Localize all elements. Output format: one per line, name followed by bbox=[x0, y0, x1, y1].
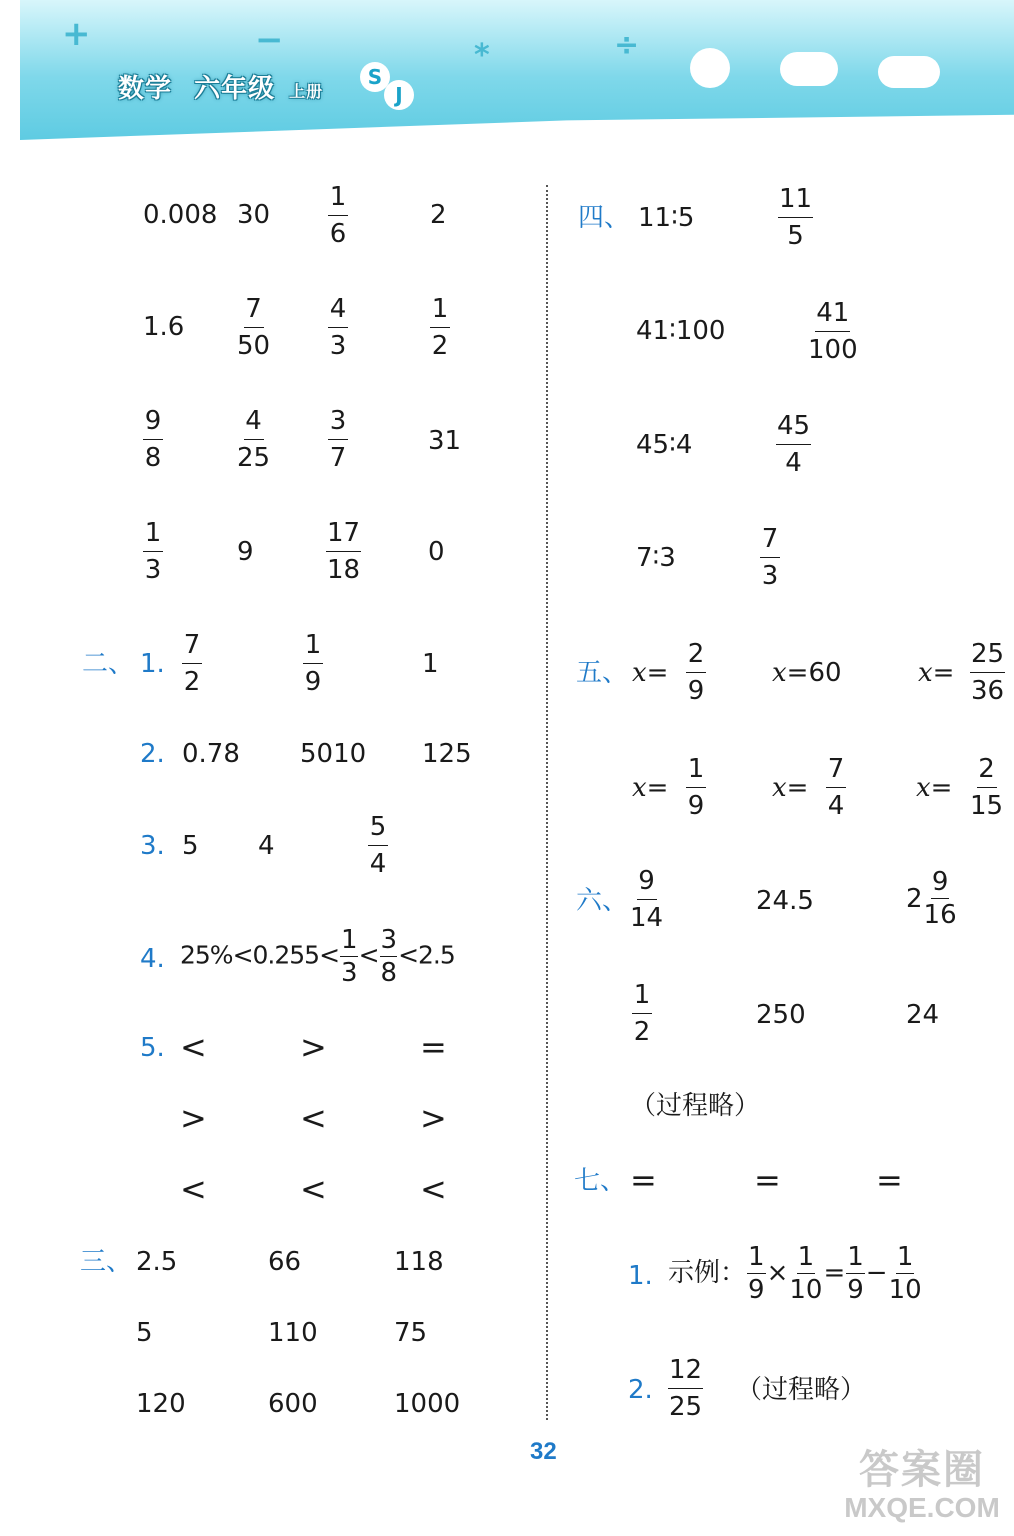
answer-text: 2.5 bbox=[136, 1247, 178, 1277]
section-label: 六、 bbox=[576, 886, 629, 916]
answer-fraction: $\frac{2}{15}$ bbox=[970, 754, 1004, 821]
answer-text: 2 bbox=[430, 200, 447, 230]
ratio-text: 41∶100 bbox=[636, 316, 726, 346]
answer-text: 5010 bbox=[300, 739, 367, 769]
answer-fraction: $\frac{4}{3}$ bbox=[329, 294, 347, 361]
answer-fraction: $\frac{45}{4}$ bbox=[777, 411, 811, 478]
answer-fraction: $\frac{17}{18}$ bbox=[327, 518, 361, 585]
book-title bbox=[118, 68, 323, 105]
answer-fraction: $\frac{25}{36}$ bbox=[971, 639, 1005, 706]
ratio-text: 45∶4 bbox=[636, 430, 693, 460]
comparison-symbol: = bbox=[420, 1028, 447, 1066]
question-number: 3. bbox=[140, 831, 165, 861]
section-label: 五、 bbox=[576, 658, 629, 688]
comparison-symbol: > bbox=[300, 1028, 327, 1066]
answer-text: 24.5 bbox=[756, 886, 814, 916]
answer-fraction: $\frac{12}{25}$ bbox=[669, 1355, 703, 1422]
answer-fraction: $\frac{1}{2}$ bbox=[633, 980, 651, 1047]
note-text: （过程略） bbox=[736, 1375, 867, 1405]
comparison-symbol: = bbox=[630, 1161, 657, 1199]
comparison-symbol: < bbox=[180, 1170, 207, 1208]
logo-s: S bbox=[360, 62, 390, 92]
comparison-symbol: > bbox=[420, 1099, 447, 1137]
answer-text: 600 bbox=[268, 1389, 318, 1419]
comparison-symbol: < bbox=[180, 1028, 207, 1066]
question-number: 1. bbox=[628, 1261, 653, 1291]
answer-fraction: $\frac{7}{3}$ bbox=[761, 524, 779, 591]
equation: x= bbox=[772, 773, 809, 803]
section-label: 四、 bbox=[578, 203, 631, 233]
answer-text: 110 bbox=[268, 1318, 318, 1348]
logo-j: J bbox=[384, 80, 414, 110]
answer-fraction: $\frac{7}{50}$ bbox=[237, 294, 271, 361]
answer-text: 0.008 bbox=[143, 200, 218, 230]
answer-text: 120 bbox=[136, 1389, 186, 1419]
ratio-text: 11∶5 bbox=[638, 203, 695, 233]
section-label: 七、 bbox=[574, 1166, 627, 1196]
ratio-text: 7∶3 bbox=[636, 543, 676, 573]
watermark: 答案圈 MXQE.COM bbox=[844, 1448, 1000, 1523]
answer-fraction: $\frac{1}{3}$ bbox=[144, 518, 162, 585]
section-label: 二、 bbox=[82, 649, 135, 679]
answer-text: 24 bbox=[906, 1000, 940, 1030]
answer-text: 66 bbox=[268, 1247, 302, 1277]
equation: x= bbox=[632, 773, 669, 803]
equation: x= bbox=[918, 658, 955, 688]
note-text: （过程略） bbox=[630, 1091, 761, 1121]
answer-fraction: $\frac{1}{9}$ bbox=[304, 630, 322, 697]
answer-fraction: $\frac{7}{4}$ bbox=[827, 754, 845, 821]
comparison-symbol: > bbox=[180, 1099, 207, 1137]
example-equation: 示例： $\frac{1}{9}$ × $\frac{1}{10}$ = $\frac{1}{9}$ − $\frac{1}{10}$ bbox=[668, 1242, 922, 1305]
answer-text: 5 bbox=[136, 1318, 153, 1348]
answer-text: 1 bbox=[422, 649, 439, 679]
answer-text: 0.78 bbox=[182, 739, 240, 769]
page-number: 32 bbox=[530, 1438, 557, 1465]
answer-fraction: $\frac{7}{2}$ bbox=[183, 630, 201, 697]
equation: x= bbox=[632, 658, 669, 688]
cloud-icon bbox=[780, 52, 838, 86]
plus-decoration-icon: + bbox=[62, 14, 91, 54]
answer-fraction: $\frac{1}{9}$ bbox=[687, 754, 705, 821]
question-number: 2. bbox=[628, 1375, 653, 1405]
answer-fraction: $\frac{41}{100}$ bbox=[808, 298, 858, 365]
volume-label: 上册 bbox=[289, 82, 324, 101]
answer-fraction: $\frac{3}{7}$ bbox=[329, 406, 347, 473]
question-number: 5. bbox=[140, 1033, 165, 1063]
answer-text: 1.6 bbox=[143, 312, 185, 342]
question-number: 2. bbox=[140, 739, 165, 769]
comparison-symbol: < bbox=[420, 1170, 447, 1208]
cloud-icon bbox=[690, 48, 730, 88]
answer-fraction: $\frac{9}{8}$ bbox=[144, 406, 162, 473]
comparison-symbol: < bbox=[300, 1099, 327, 1137]
equation: x=60 bbox=[772, 658, 842, 688]
answer-text: 30 bbox=[237, 200, 271, 230]
subject-label: 数学 bbox=[118, 74, 173, 104]
comparison-symbol: < bbox=[300, 1170, 327, 1208]
question-number: 4. bbox=[140, 944, 165, 974]
answer-fraction: $\frac{1}{2}$ bbox=[431, 294, 449, 361]
answer-text: 31 bbox=[428, 426, 462, 456]
section-label: 三、 bbox=[80, 1247, 133, 1277]
answer-text: 75 bbox=[394, 1318, 428, 1348]
grade-label: 六年级 bbox=[194, 74, 276, 104]
cloud-icon bbox=[878, 56, 940, 88]
answer-text: 250 bbox=[756, 1000, 806, 1030]
equation: x= bbox=[916, 773, 953, 803]
answer-text: 125 bbox=[422, 739, 472, 769]
multiply-decoration-icon: * bbox=[474, 38, 490, 73]
minus-decoration-icon: − bbox=[255, 20, 284, 60]
mixed-number: 2 $\frac{9}{16}$ bbox=[906, 867, 957, 930]
answer-fraction: $\frac{4}{25}$ bbox=[237, 406, 271, 473]
answer-text: 0 bbox=[428, 537, 445, 567]
answer-text: 4 bbox=[258, 831, 275, 861]
column-divider bbox=[546, 185, 548, 1420]
divide-decoration-icon: ÷ bbox=[614, 28, 640, 63]
comparison-symbol: = bbox=[754, 1161, 781, 1199]
answer-fraction: $\frac{9}{14}$ bbox=[630, 866, 664, 933]
answer-fraction: $\frac{5}{4}$ bbox=[369, 812, 387, 879]
answer-text: 9 bbox=[237, 537, 254, 567]
question-number: 1. bbox=[140, 649, 165, 679]
answer-fraction: $\frac{2}{9}$ bbox=[687, 639, 705, 706]
answer-text: 1000 bbox=[394, 1389, 461, 1419]
answer-fraction: $\frac{1}{6}$ bbox=[329, 182, 347, 249]
comparison-symbol: = bbox=[876, 1161, 903, 1199]
answer-text: 5 bbox=[182, 831, 199, 861]
inequality-chain: 25%<0.255< $\frac{1}{3}$ < $\frac{3}{8}$ <2.5 bbox=[180, 925, 455, 988]
answer-text: 118 bbox=[394, 1247, 444, 1277]
answer-fraction: $\frac{11}{5}$ bbox=[779, 184, 813, 251]
